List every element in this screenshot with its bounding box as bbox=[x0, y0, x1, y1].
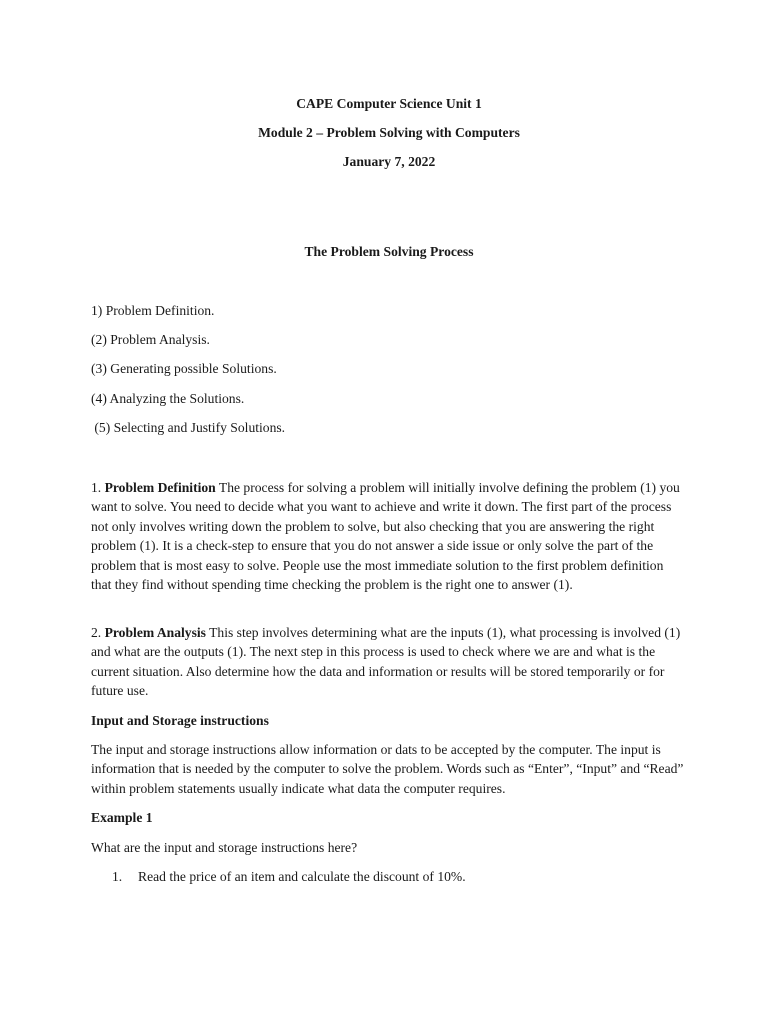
example-heading: Example 1 bbox=[91, 810, 153, 825]
example-item-number: 1. bbox=[112, 869, 123, 884]
input-storage-paragraph: The input and storage instructions allow information or dats to be accepted by the computer. The input is information that is needed by the computer to solve the problem. Words such as “Enter”, “Input” and “Read” within problem statements usually indicate what data the computer requires. bbox=[91, 742, 684, 796]
step-item-3: (3) Generating possible Solutions. bbox=[91, 361, 277, 376]
section-title: The Problem Solving Process bbox=[304, 244, 474, 259]
step-item-4: (4) Analyzing the Solutions. bbox=[91, 391, 245, 406]
analysis-term: Problem Analysis bbox=[104, 625, 206, 640]
definition-text: The process for solving a problem will initially involve defining the problem (1) you want to solve. You need to decide what you want to achieve and write it down. The first part of the process not only involves writing down the problem to solve, but also checking that you are answering the right problem (1). It is a check-step to ensure that you do not answer a side issue or only solve the part of the problem that is most easy to solve. People use the most immediate solution to the first problem definition that they find without spending time checking the problem is the right one to answer (1). bbox=[91, 480, 680, 593]
course-title: CAPE Computer Science Unit 1 bbox=[296, 96, 482, 111]
step-item-5: (5) Selecting and Justify Solutions. bbox=[91, 420, 286, 435]
module-title: Module 2 – Problem Solving with Computers bbox=[258, 125, 520, 140]
definition-paragraph bbox=[91, 478, 687, 594]
definition-term: Problem Definition bbox=[104, 480, 216, 495]
input-storage-heading: Input and Storage instructions bbox=[91, 713, 269, 728]
example-item-text: Read the price of an item and calculate the discount of 10%. bbox=[138, 869, 466, 884]
definition-number: 1. bbox=[91, 480, 105, 495]
document-date: January 7, 2022 bbox=[342, 154, 436, 169]
step-item-1: 1) Problem Definition. bbox=[91, 303, 215, 318]
example-question: What are the input and storage instructions here? bbox=[91, 840, 358, 855]
analysis-text: This step involves determining what are the inputs (1), what processing is involved (1) and what are the outputs (1). The next step in this process is used to check where we are and what is the current situation. Also determine how the data and information or results will be stored temporarily or for future use. bbox=[91, 625, 681, 699]
example-list-item bbox=[112, 867, 687, 886]
step-item-2: (2) Problem Analysis. bbox=[91, 332, 210, 347]
analysis-number: 2. bbox=[91, 625, 105, 640]
analysis-paragraph bbox=[91, 623, 687, 701]
